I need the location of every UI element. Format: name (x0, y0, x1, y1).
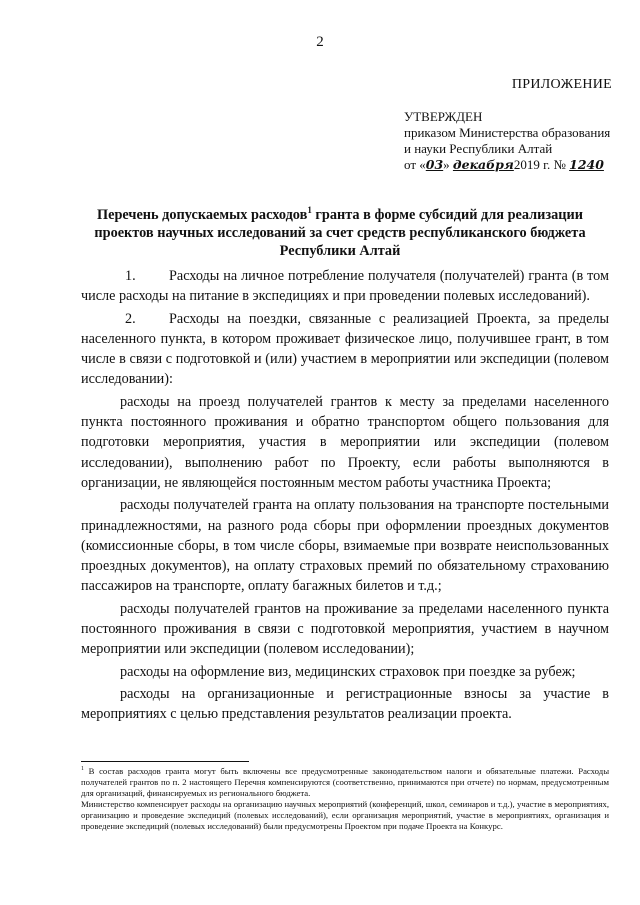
approval-block (404, 109, 636, 173)
list-item-1 (81, 266, 609, 307)
title-part-a: Перечень допускаемых расходов (96, 206, 308, 223)
date-day-handwritten: 03 (425, 157, 444, 172)
appendix-label: ПРИЛОЖЕНИЕ (511, 77, 612, 92)
date-prefix: от « (404, 157, 426, 172)
subitem-transport-fees: расходы получателей гранта на оплату пользования на транспорте постельными принадлежностями, на разного рода сборы при оформлении проездных документов (комиссионные сборы, в том числе сборы, взимаемые при возврате неиспользованных проездных документов), на оплату страховых премий по обязательному страхованию пассажиров на транспорте, оплату багажных билетов и т.д.; (81, 497, 609, 595)
item-text: Расходы на личное потребление получателя (получателей) гранта (в том числе расходы на питание в экспедициях и при проведении полевых исследований). (81, 268, 609, 305)
subitem-accommodation: расходы получателей грантов на проживание за пределами населенного пункта постоянного проживания в связи с подготовкой мероприятия, участием в научном мероприятии или экспедиции (полевом исследовании); (81, 600, 609, 658)
list-item-2 (81, 309, 609, 390)
document-body (81, 266, 609, 727)
title-part-b: гранта в форме субсидий для реализации проектов научных исследований за счет средств республиканского бюджета Республики Алтай (94, 206, 586, 259)
footnote-text-2: Расходы получателей грантов по п. 2 настоящего Перечня компенсируются (соответственно, принимаются при отчете) по нормам, предусмотренным для организаций, финансируемых из регионального бюджета. (81, 765, 610, 798)
subitem-travel: расходы на проезд получателей грантов к месту за пределами населенного пункта постоянного проживания и обратно транспортом общего пользования для подготовки мероприятия, участия в мероприятии или экспедиции (полевом исследовании), выполнению работ по Проекту, если работы выполняются в организации, не являющейся постоянным местом работы участника Проекта; (81, 393, 609, 491)
footnote-text-1: В состав расходов гранта могут быть включены все предусмотренные законодательством налоги и обязательные платежи. (88, 765, 574, 776)
footnote (81, 764, 609, 832)
footnote-p3: Министерство компенсирует расходы на организацию научных мероприятий (конференций, школ, семинаров и т.д.), участие в мероприятиях, организацию и проведение экспедиций (полевых исследований), если организация мероприятий, участие в мероприятиях, организация и проведение экспедиций (полевых исследований) были предусмотрены Проектом при подаче Проекта на Конкурс. (81, 798, 609, 831)
document-title (70, 201, 610, 260)
footnote-p1 (81, 764, 609, 799)
subitem-registration-fees: расходы на организационные и регистрационные взносы за участие в мероприятиях с целью представления результатов реализации проекта. (81, 685, 609, 723)
approval-date-line (404, 157, 636, 173)
date-mid: » (443, 157, 450, 172)
footnote-divider (81, 761, 249, 762)
date-month-handwritten: декабря (452, 157, 514, 172)
approval-title: УТВЕРЖДЕН (404, 109, 483, 124)
approval-order-line2: и науки Республики Алтай (404, 141, 553, 156)
page-number: 2 (316, 34, 324, 50)
footnote-mark: 1 (81, 766, 84, 772)
item-number: 2. (125, 310, 136, 327)
item-number: 1. (125, 268, 136, 284)
approval-order-line1: приказом Министерства образования (404, 125, 611, 140)
date-year: 2019 г. № (513, 157, 566, 172)
order-number-handwritten: 1240 (569, 157, 604, 172)
item-text: Расходы на поездки, связанные с реализацией Проекта, за пределы населенного пункта, в котором проживает физическое лицо, получившее грант, в том числе в связи с подготовкой и (или) участием в мероприятии или экспедиции (полевом исследовании): (81, 310, 609, 388)
title-footnote-mark: 1 (307, 205, 312, 215)
subitem-visas: расходы на оформление виз, медицинских страховок при поездке за рубеж; (120, 663, 576, 680)
